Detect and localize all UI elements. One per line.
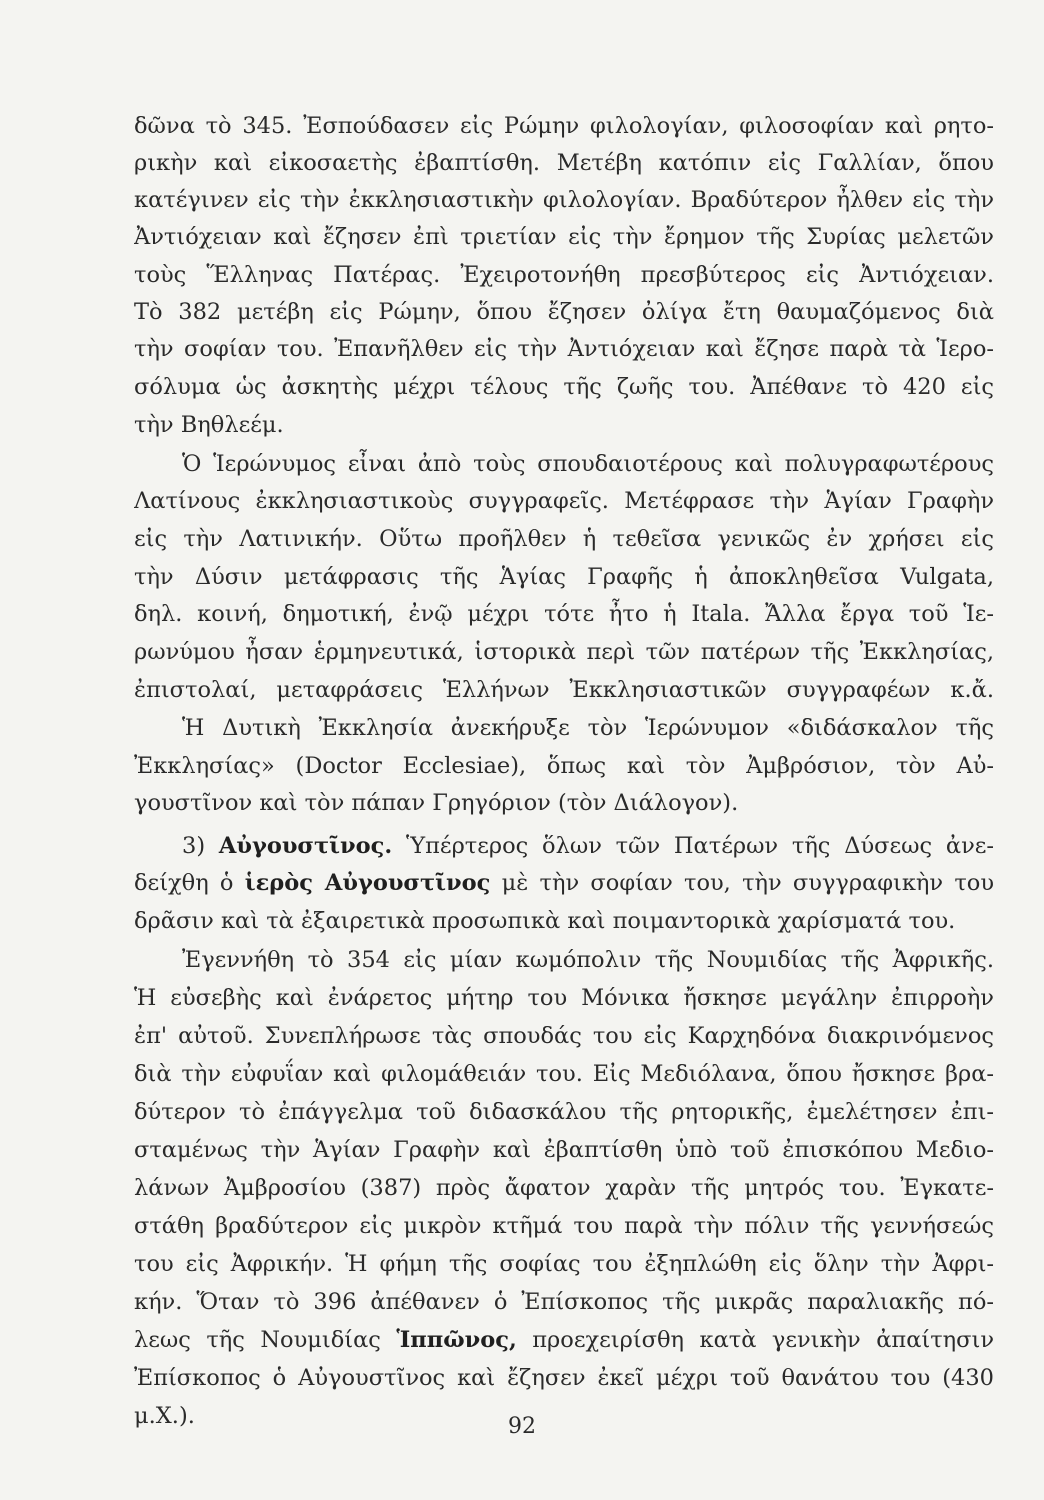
text-line (134, 257, 994, 293)
text-line (134, 1208, 994, 1244)
text-line (134, 748, 994, 784)
text-line (134, 1170, 994, 1206)
text-segment: Ὑπέρτερος ὅλων τῶν Πατέρων τῆς Δύσεως ἀνε- (392, 833, 994, 859)
text-segment: Ἀντιόχειαν καὶ ἔζησεν ἐπὶ τριετίαν εἰς τὴν ἔρημον τῆς Συρίας μελετῶν (134, 224, 994, 250)
text-segment: του εἰς Ἀφρικήν. Ἡ φήμη τῆς σοφίας του ἐξηπλώθη εἰς ὅλην τὴν Ἀφρι- (134, 1251, 994, 1277)
text-line (134, 446, 994, 482)
text-segment: κήν. Ὅταν τὸ 396 ἀπέθανεν ὁ Ἐπίσκοπος τῆς μικρᾶς παραλιακῆς πό- (134, 1289, 994, 1315)
text-line (134, 980, 994, 1016)
text-line (134, 865, 994, 901)
text-line (134, 559, 994, 595)
text-segment: μὲ τὴν σοφίαν του, τὴν συγγραφικὴν του (490, 870, 994, 896)
page-number: 92 (508, 1414, 536, 1439)
text-line (134, 182, 994, 218)
text-segment: λεως τῆς Νουμιδίας (134, 1327, 397, 1353)
text-segment: Ἡ Δυτικὴ Ἐκκλησία ἀνεκήρυξε τὸν Ἱερώνυμον «διδάσκαλον τῆς (182, 715, 994, 741)
text-segment: Λατίνους ἐκκλησιαστικοὺς συγγραφεῖς. Μετέφρασε τὴν Ἁγίαν Γραφὴν (134, 488, 994, 514)
bold-text: ἱερὸς Αὐγουστῖνος (244, 870, 491, 896)
text-line (134, 294, 994, 330)
text-line (134, 785, 994, 821)
text-line (134, 596, 994, 632)
text-segment: Ἡ εὐσεβὴς καὶ ἐνάρετος μήτηρ του Μόνικα ἤσκησε μεγάλην ἐπιρροὴν (134, 985, 994, 1011)
bold-text: Αὐγουστῖνος. (218, 833, 393, 859)
text-line (134, 331, 994, 367)
bold-text: Ἱππῶνος, (396, 1327, 517, 1353)
text-segment: μ.Χ.). (134, 1403, 195, 1429)
text-segment: σόλυμα ὡς ἀσκητὴς μέχρι τέλους τῆς ζωῆς του. Ἀπέθανε τὸ 420 εἰς (134, 374, 994, 400)
text-line (134, 828, 994, 864)
text-line (134, 145, 994, 181)
text-segment: ρικὴν καὶ εἰκοσαετὴς ἐβαπτίσθη. Μετέβη κατόπιν εἰς Γαλλίαν, ὅπου (134, 150, 994, 176)
text-line (134, 1322, 994, 1358)
text-line (134, 219, 994, 255)
text-segment: κατέγινεν εἰς τὴν ἐκκλησιαστικὴν φιλολογίαν. Βραδύτερον ἦλθεν εἰς τὴν (134, 187, 994, 213)
text-line (134, 1360, 994, 1396)
text-segment: Ἐπίσκοπος ὁ Αὐγουστῖνος καὶ ἔζησεν ἐκεῖ μέχρι τοῦ θανάτου του (430 (134, 1365, 994, 1391)
text-segment: δείχθη ὁ (134, 870, 245, 896)
text-segment: τὴν Βηθλεέμ. (134, 412, 284, 438)
text-line (134, 903, 994, 939)
text-line (134, 1094, 994, 1130)
text-segment: ἐπιστολαί, μεταφράσεις Ἑλλήνων Ἐκκλησιαστικῶν συγγραφέων κ.ἄ. (134, 677, 994, 703)
text-line (134, 483, 994, 519)
text-segment: στάθη βραδύτερον εἰς μικρὸν κτῆμά του παρὰ τὴν πόλιν τῆς γεννήσεώς (134, 1213, 994, 1239)
text-segment: λάνων Ἀμβροσίου (387) πρὸς ἄφατον χαρὰν τῆς μητρός του. Ἐγκατε- (134, 1175, 994, 1201)
text-segment: τὴν Δύσιν μετάφρασις τῆς Ἁγίας Γραφῆς ἡ ἀποκληθεῖσα Vulgata, (134, 564, 994, 590)
text-line (134, 521, 994, 557)
text-segment: Ἐκκλησίας» (Doctor Ecclesiae), ὅπως καὶ τὸν Ἀμβρόσιον, τὸν Αὐ- (134, 753, 994, 779)
text-line (134, 1018, 994, 1054)
text-segment: δύτερον τὸ ἐπάγγελμα τοῦ διδασκάλου τῆς ρητορικῆς, ἐμελέτησεν ἐπι- (134, 1099, 994, 1125)
text-line (134, 1246, 994, 1282)
text-segment: ρωνύμου ἦσαν ἑρμηνευτικά, ἱστορικὰ περὶ τῶν πατέρων τῆς Ἐκκλησίας, (134, 639, 994, 665)
text-segment: 3) (182, 833, 219, 859)
text-line (134, 672, 994, 708)
text-line (134, 1132, 994, 1168)
text-segment: τὴν σοφίαν του. Ἐπανῆλθεν εἰς τὴν Ἀντιόχειαν καὶ ἔζησε παρὰ τὰ Ἱερο- (134, 336, 994, 362)
text-segment: τοὺς Ἕλληνας Πατέρας. Ἐχειροτονήθη πρεσβύτερος εἰς Ἀντιόχειαν. (134, 262, 994, 288)
text-segment: διὰ τὴν εὐφυΐαν καὶ φιλομάθειάν του. Εἰς Μεδιόλανα, ὅπου ἤσκησε βρα- (134, 1061, 994, 1087)
text-segment: Τὸ 382 μετέβη εἰς Ρώμην, ὅπου ἔζησεν ὀλίγα ἔτη θαυμαζόμενος διὰ (134, 299, 994, 325)
text-line (134, 942, 994, 978)
text-segment: δῶνα τὸ 345. Ἐσπούδασεν εἰς Ρώμην φιλολογίαν, φιλοσοφίαν καὶ ρητο- (134, 113, 994, 139)
text-line (134, 1056, 994, 1092)
text-line (134, 634, 994, 670)
text-segment: προεχειρίσθη κατὰ γενικὴν ἀπαίτησιν (516, 1327, 994, 1353)
text-line (134, 407, 994, 443)
text-line (134, 108, 994, 144)
text-segment: γουστῖνον καὶ τὸν πάπαν Γρηγόριον (τὸν Διάλογον). (134, 790, 739, 816)
text-line (134, 1284, 994, 1320)
text-segment: ἐπ' αὐτοῦ. Συνεπλήρωσε τὰς σπουδάς του εἰς Καρχηδόνα διακρινόμενος (134, 1023, 994, 1049)
text-segment: Ὁ Ἱερώνυμος εἶναι ἀπὸ τοὺς σπουδαιοτέρους καὶ πολυγραφωτέρους (182, 451, 994, 477)
text-line (134, 710, 994, 746)
text-line (134, 369, 994, 405)
text-segment: δρᾶσιν καὶ τὰ ἐξαιρετικὰ προσωπικὰ καὶ ποιμαντορικὰ χαρίσματά του. (134, 908, 956, 934)
text-segment: δηλ. κοινή, δημοτική, ἐνῷ μέχρι τότε ἦτο ἡ Itala. Ἄλλα ἔργα τοῦ Ἱε- (134, 601, 994, 627)
text-segment: Ἐγεννήθη τὸ 354 εἰς μίαν κωμόπολιν τῆς Νουμιδίας τῆς Ἀφρικῆς. (182, 947, 994, 973)
text-segment: εἰς τὴν Λατινικήν. Οὕτω προῆλθεν ἡ τεθεῖσα γενικῶς ἐν χρήσει εἰς (134, 526, 994, 552)
text-segment: σταμένως τὴν Ἁγίαν Γραφὴν καὶ ἐβαπτίσθη ὑπὸ τοῦ ἐπισκόπου Μεδιο- (134, 1137, 994, 1163)
